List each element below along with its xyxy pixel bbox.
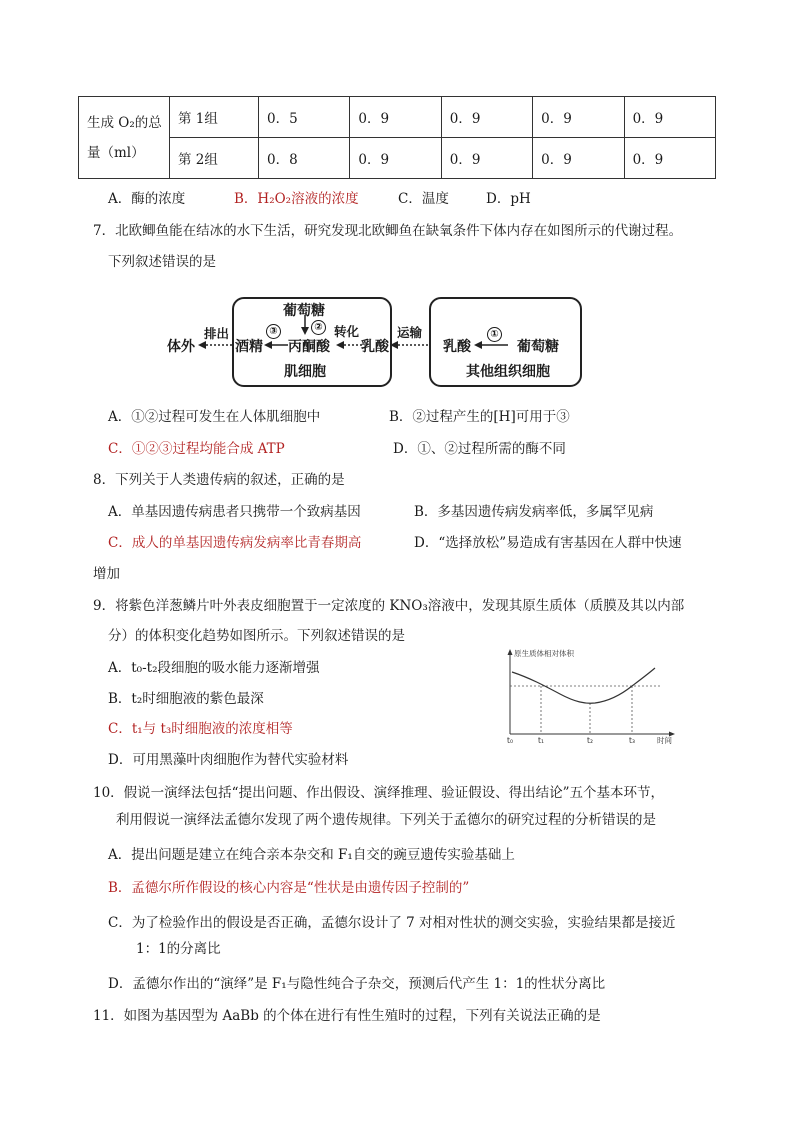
q9-stem-line2: 分）的体积变化趋势如图所示。下列叙述错误的是 <box>108 628 405 644</box>
q6-option-c: C．温度 <box>398 191 449 207</box>
tick-t3: t₃ <box>629 736 635 745</box>
row-header: 生成 O₂的总量（ml） <box>79 97 170 179</box>
label-body-out: 体外 <box>167 339 195 355</box>
table-cell: 0．9 <box>624 138 715 179</box>
q8-option-a: A．单基因遗传病患者只携带一个致病基因 <box>108 504 361 520</box>
label-muscle-cell: 肌细胞 <box>284 364 326 380</box>
tick-t2: t₂ <box>587 736 593 745</box>
label-n3 <box>266 322 281 339</box>
label-convert: 转化 <box>334 324 360 339</box>
results-table <box>78 96 716 179</box>
table-cell: 0．9 <box>624 97 715 138</box>
chart-y-label: 原生质体相对体积 <box>514 649 574 658</box>
table-cell: 0．5 <box>259 97 350 138</box>
q6-option-b: B．H₂O₂溶液的浓度 <box>234 191 359 207</box>
q7-option-c: C．①②③过程均能合成 ATP <box>108 441 285 457</box>
label-glucose-right: 葡萄糖 <box>517 339 559 355</box>
q8-option-b: B．多基因遗传病发病率低，多属罕见病 <box>414 504 654 520</box>
table-cell: 0．9 <box>533 138 624 179</box>
table-cell: 0．9 <box>350 138 441 179</box>
q11-stem: 11．如图为基因型为 AaBb 的个体在进行有性生殖时的过程，下列有关说法正确的是 <box>93 1008 601 1024</box>
q10-option-b: B．孟德尔所作假设的核心内容是“性状是由遗传因子控制的” <box>108 880 470 896</box>
q10-stem-line2: 利用假说一演绎法孟德尔发现了两个遗传规律。下列关于孟德尔的研究过程的分析错误的是 <box>116 812 656 828</box>
q7-stem-line2: 下列叙述错误的是 <box>108 254 216 270</box>
circled-three: ③ <box>266 324 281 339</box>
label-n2 <box>311 318 326 335</box>
q8-option-d-continued: 增加 <box>93 566 120 582</box>
table-row <box>79 138 716 179</box>
q7-stem-line1: 7．北欧鲫鱼能在结冰的水下生活，研究发现北欧鲫鱼在缺氧条件下体内存在如图所示的代谢过程。 <box>93 223 683 239</box>
label-excrete: 排出 <box>204 326 230 341</box>
q9-option-c: C．t₁与 t₃时细胞液的浓度相等 <box>108 721 293 737</box>
label-pyruvate: 丙酮酸 <box>288 339 330 355</box>
chart-x-label: 时间 <box>657 736 672 745</box>
q7-option-a: A．①②过程可发生在人体肌细胞中 <box>108 409 321 425</box>
q10-option-c-line1: C．为了检验作出的假设是否正确，孟德尔设计了 7 对相对性状的测交实验，实验结果都是接近 <box>108 915 676 931</box>
circled-one: ① <box>487 327 502 342</box>
table-cell: 0．9 <box>350 97 441 138</box>
group-cell: 第 2组 <box>170 138 259 179</box>
label-alcohol: 酒精 <box>235 339 263 355</box>
q10-option-c-line2: 1：1的分离比 <box>136 941 221 957</box>
label-transport: 运输 <box>397 325 423 340</box>
q8-stem: 8．下列关于人类遗传病的叙述，正确的是 <box>93 472 345 488</box>
q6-option-a: A．酶的浓度 <box>108 191 186 207</box>
circled-two: ② <box>311 320 326 335</box>
group-cell: 第 1组 <box>170 97 259 138</box>
table-cell: 0．8 <box>259 138 350 179</box>
q7-option-b: B．②过程产生的[H]可用于③ <box>389 409 570 425</box>
tick-t1: t₁ <box>538 736 544 745</box>
label-n1 <box>487 325 502 342</box>
q10-stem-line1: 10．假说一演绎法包括“提出问题、作出假设、演绎推理、验证假设、得出结论”五个基本环节， <box>93 785 664 801</box>
label-glucose-top: 葡萄糖 <box>283 303 325 319</box>
table-cell: 0．9 <box>441 138 532 179</box>
q7-option-d: D．①、②过程所需的酶不同 <box>393 441 566 457</box>
protoplast-volume-chart <box>500 646 680 746</box>
q9-stem-line1: 9．将紫色洋葱鳞片叶外表皮细胞置于一定浓度的 KNO₃溶液中，发现其原生质体（质膜及其以内部 <box>93 598 685 614</box>
table-cell: 0．9 <box>533 97 624 138</box>
label-lactate-right: 乳酸 <box>443 339 471 355</box>
label-lactate-left: 乳酸 <box>361 339 389 355</box>
q6-option-d: D．pH <box>486 191 531 207</box>
q9-option-b: B．t₂时细胞液的紫色最深 <box>108 691 264 707</box>
q9-option-d: D．可用黑藻叶肉细胞作为替代实验材料 <box>108 752 349 768</box>
q8-option-c: C．成人的单基因遗传病发病率比青春期高 <box>108 535 362 551</box>
q9-option-a: A．t₀-t₂段细胞的吸水能力逐渐增强 <box>108 660 320 676</box>
label-other-cells: 其他组织细胞 <box>466 364 550 380</box>
tick-t0: t₀ <box>507 736 513 745</box>
q8-option-d: D．“选择放松”易造成有害基因在人群中快速 <box>414 535 682 551</box>
table-cell: 0．9 <box>441 97 532 138</box>
q10-option-d: D．孟德尔作出的“演绎”是 F₁与隐性纯合子杂交，预测后代产生 1：1的性状分离比 <box>108 976 606 992</box>
q10-option-a: A．提出问题是建立在纯合亲本杂交和 F₁自交的豌豆遗传实验基础上 <box>108 847 515 863</box>
table-row <box>79 97 716 138</box>
